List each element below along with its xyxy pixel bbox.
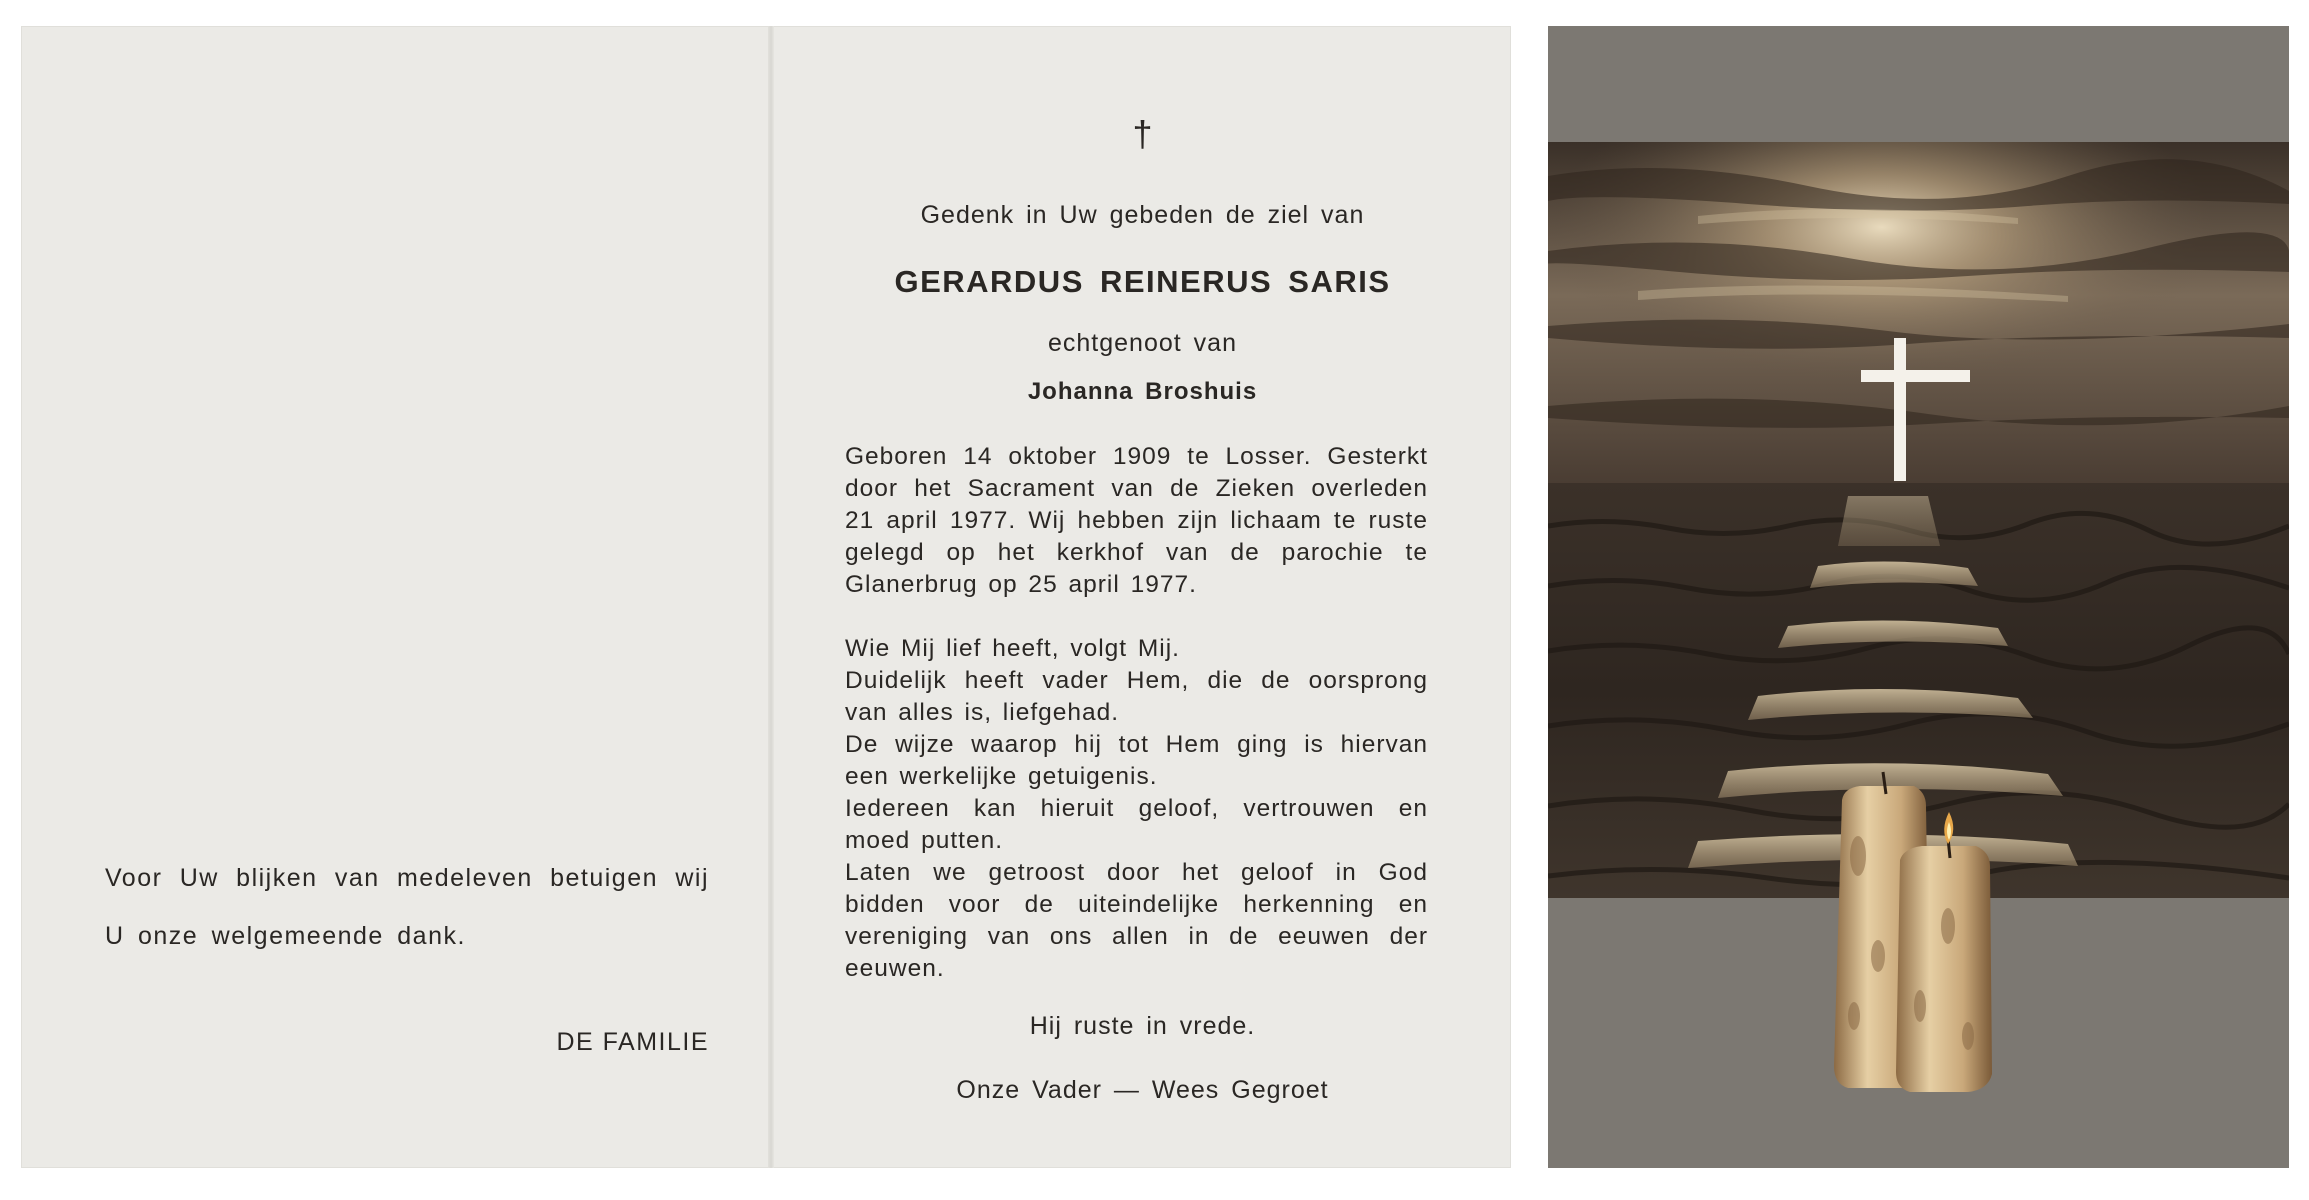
verse-line: Iedereen kan hieruit geloof, vertrouwen en xyxy=(845,795,1428,822)
deceased-name: GERARDUS REINERUS SARIS xyxy=(894,264,1391,299)
left-panel xyxy=(21,26,768,1168)
memorial-card-inner xyxy=(21,26,1511,1168)
verse-line: Wie Mij lief heeft, volgt Mij. xyxy=(845,635,1180,662)
spouse-name: Johanna Broshuis xyxy=(1027,378,1258,405)
verse-line: bidden voor de uiteindelijke herkenning en xyxy=(845,891,1428,918)
family-signoff: DE FAMILIE xyxy=(556,1028,709,1056)
bio-line: Geboren 14 oktober 1909 te Losser. Gesterkt xyxy=(845,443,1428,470)
biography xyxy=(845,441,1428,601)
bio-line: 21 april 1977. Wij hebben zijn lichaam te ruste xyxy=(845,507,1428,534)
cross-icon: † xyxy=(1132,113,1153,154)
verse-line: een werkelijke getuigenis. xyxy=(845,763,1158,790)
verse-line: De wijze waarop hij tot Hem ging is hiervan xyxy=(845,731,1428,758)
prayers-line: Onze Vader — Wees Gegroet xyxy=(956,1076,1329,1104)
bio-line: gelegd op het kerkhof van de parochie te xyxy=(845,539,1428,566)
verse-line: Laten we getroost door het geloof in God xyxy=(845,859,1428,886)
thanks-line-2: U onze welgemeende dank. xyxy=(105,922,466,950)
right-panel xyxy=(774,26,1511,1168)
thanks-line-1: Voor Uw blijken van medeleven betuigen wij xyxy=(105,864,709,892)
verse xyxy=(845,633,1428,985)
intro-text: Gedenk in Uw gebeden de ziel van xyxy=(920,201,1365,229)
sea-sunset-illustration xyxy=(1548,26,2289,1168)
verse-line: vereniging van ons allen in de eeuwen der xyxy=(845,923,1428,950)
rest-in-peace: Hij ruste in vrede. xyxy=(1029,1012,1256,1040)
verse-line: van alles is, liefgehad. xyxy=(845,699,1120,726)
bio-line: door het Sacrament van de Zieken overleden xyxy=(845,475,1428,502)
spouse-intro: echtgenoot van xyxy=(1048,329,1237,357)
bio-line: Glanerbrug op 25 april 1977. xyxy=(845,571,1197,598)
cover-photo xyxy=(1548,26,2289,1168)
verse-line: moed putten. xyxy=(845,827,1004,854)
verse-line: eeuwen. xyxy=(845,955,945,982)
verse-line: Duidelijk heeft vader Hem, die de oorsprong xyxy=(845,667,1428,694)
